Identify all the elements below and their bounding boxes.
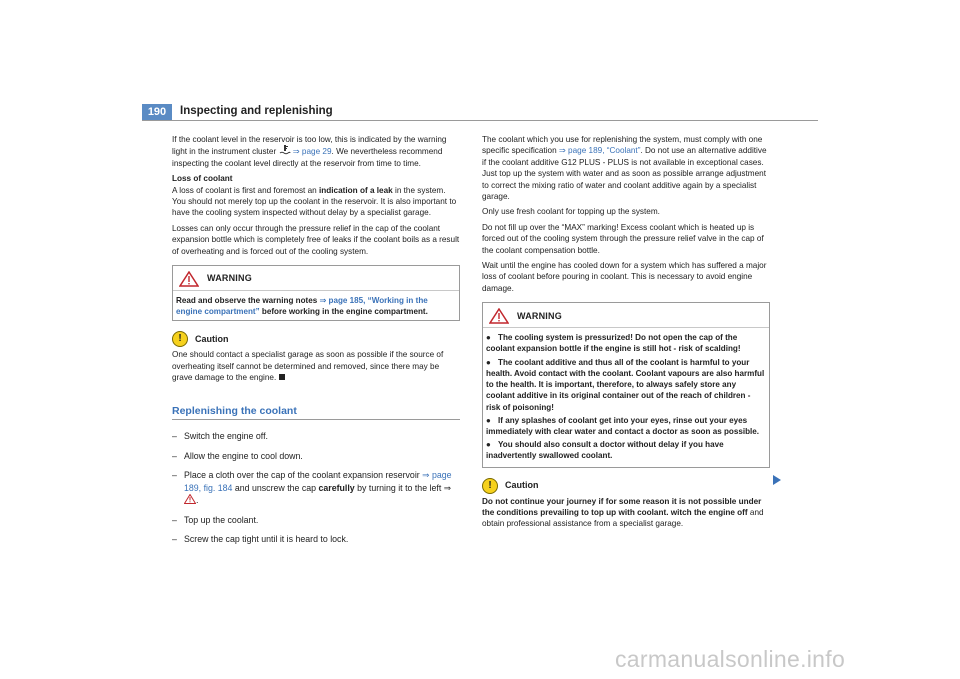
coolant-spec-paragraph: The coolant which you use for replenishing the system, must comply with one specific specification ⇒ page 189, “Coolant”. Do not use an alternative additive if the coolant additive G12 PLUS - PLUS is not available in exceptional cases. Just top up the system with water and as soon as possible arrange adjustment to correct the mixing ratio of water and coolant additive again by a specialist garage. [482,135,767,202]
caution-text: Do not continue your journey if for some reason it is not possible under the conditions prevailing to top up with coolant. witch the engine off and obtain professional assistance from a specialist garage. [482,496,764,529]
warning-title: WARNING [517,310,562,321]
coolant-page-link[interactable]: ⇒ page 189, “Coolant” [558,146,641,156]
left-column [172,134,460,553]
loss-paragraph-1: A loss of coolant is first and foremost an indication of a leak in the system. You should not merely top up the coolant in the reservoir. It is also important to have the cooling system inspected without delay by a specialist garage. [172,185,457,218]
section-end-icon [279,374,285,380]
intro-paragraph: If the coolant level in the reservoir is too low, this is indicated by the warning light in the instrument cluster ⇒ page 29. We nevertheless recommend inspecting the coolant level directly at the reservoir from time to time. [172,135,447,168]
list-item: – Allow the engine to cool down. [172,450,303,461]
warning-page-link[interactable]: ⇒ page 185, “Working in the engine compartment” [176,296,428,317]
warning-title: WARNING [207,273,252,284]
loss-paragraph-2: Losses can only occur through the pressure relief in the cap of the coolant expansion bottle which is completely free of leaks if the coolant boils as a result of overheating and is forced out of the cooling system. [172,223,460,256]
page-number: 190 [142,104,172,120]
warning-box [482,302,770,467]
warning-box [172,265,460,321]
list-item: – Screw the cap tight until it is heard to lock. [172,534,349,545]
caution-text: One should contact a specialist garage as soon as possible if the source of overheating itself cannot be determined and removed, since there may be grave damage to the engine. [172,350,444,383]
list-item: – Place a cloth over the cap of the coolant expansion reservoir ⇒ page 189, fig. 184 and unscrew the cap carefully by turning it to the left ⇒ . [172,470,452,506]
warning-list [483,328,769,466]
caution-title: Caution [505,479,539,490]
list-item: – Top up the coolant. [172,514,259,525]
list-item: ● The coolant additive and thus all of the coolant is harmful to your health. Avoid contact with the coolant. Coolant vapours are also harmful to the health. It is important, therefore, to always safely store any coolant additive in its original container out of the reach of children - risk of poisoning! [486,357,765,412]
list-item: ● If any splashes of coolant get into your eyes, rinse out your eyes immediately with clear water and contact a doctor as soon as possible. [486,415,760,436]
intro-page-link[interactable]: ⇒ page 29 [292,147,332,157]
list-item: ● The cooling system is pressurized! Do not open the cap of the coolant expansion bottle if the engine is still hot - risk of scalding! [486,333,741,354]
watermark: carmanualsonline.info [615,646,846,672]
fresh-coolant-paragraph: Only use fresh coolant for topping up the system. [482,207,660,217]
next-page-arrow-icon[interactable] [773,475,781,485]
caution-heading [172,331,460,347]
page-header [142,104,818,121]
page-title: Inspecting and replenishing [180,105,333,117]
cool-down-paragraph: Wait until the engine has cooled down for a system which has suffered a major loss of coolant before pouring in coolant. This is necessary to avoid engine damage. [482,261,767,293]
list-item: ● You should also consult a doctor without delay if you have inadvertently swallowed coolant. [486,440,724,461]
step-list [172,430,460,546]
caution-icon: ! [482,478,498,494]
list-item: – Switch the engine off. [172,431,268,442]
warning-triangle-icon [179,271,199,287]
section-title: Replenishing the coolant [172,406,460,420]
max-marking-paragraph: Do not fill up over the “MAX” marking! Excess coolant which is heated up is forced out of the cooling system through the pressure relief valve in the cap of the coolant compensation bottle. [482,222,764,255]
right-column [482,134,770,534]
figure-link[interactable]: ⇒ page 189, fig. 184 [184,470,452,493]
coolant-warning-icon [279,145,291,155]
warning-text: Read and observe the warning notes ⇒ page 185, “Working in the engine compartment” before working in the engine compartment. [176,296,428,317]
caution-title: Caution [195,333,229,344]
caution-icon: ! [172,331,188,347]
loss-heading: Loss of coolant [172,174,233,184]
caution-heading [482,478,770,494]
warning-triangle-icon [489,308,509,324]
warning-triangle-icon[interactable] [184,494,196,504]
